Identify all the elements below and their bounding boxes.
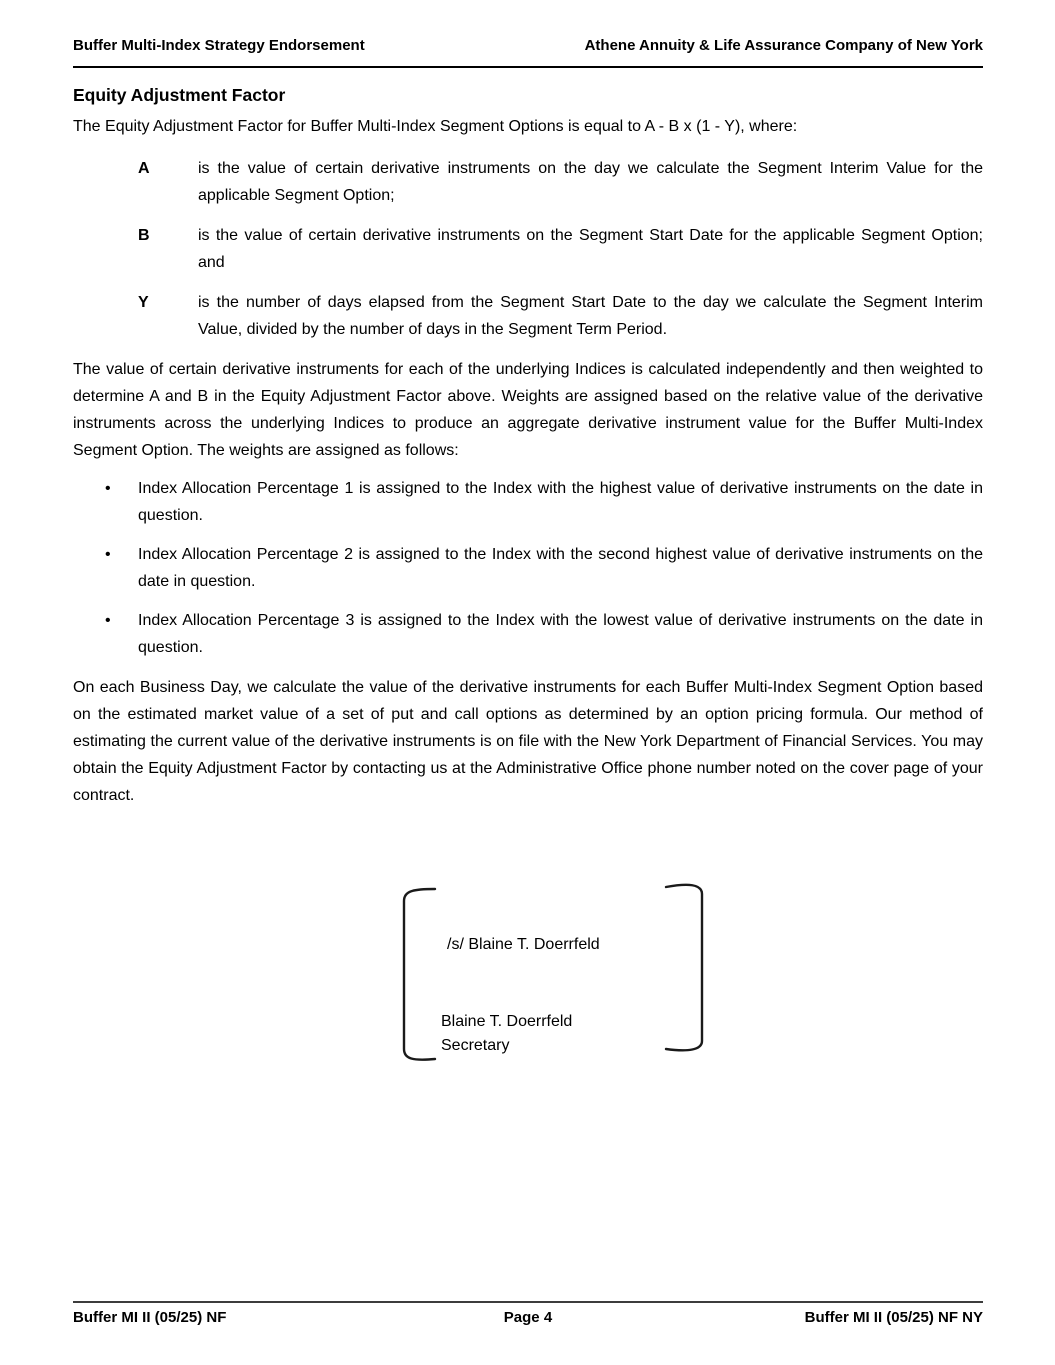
business-day-paragraph: On each Business Day, we calculate the value of the derivative instruments for each Buffer Multi-Index Segment Option based on the estimated market value of a set of put and call options as determined by an option pricing formula. Our method of estimating the current value of the derivative instruments is on file with the New York Department of Financial Services. You may obtain the Equity Adjustment Factor by contacting us at the Administrative Office phone number noted on the cover page of your contract. [73, 679, 983, 804]
footer-form-number-right: Buffer MI II (05/25) NF NY [804, 1309, 983, 1326]
signatory-title: Secretary [441, 1037, 510, 1054]
header-company-name: Athene Annuity & Life Assurance Company of New York [584, 37, 983, 54]
definition-term-y: Y [138, 294, 149, 311]
weights-paragraph: The value of certain derivative instruments for each of the underlying Indices is calculated independently and then weighted to determine A and B in the Equity Adjustment Factor above. Weights are assigned based on the relative value of the derivative instruments across the underlying Indices to produce an aggregate derivative instrument value for the Buffer Multi-Index Segment Option. The weights are assigned as follows: [73, 361, 983, 459]
footer-page-number: Page 4 [503, 1309, 553, 1326]
header-document-title: Buffer Multi-Index Strategy Endorsement [73, 37, 365, 54]
bullet-text-2: Index Allocation Percentage 2 is assigned to the Index with the second highest value of derivative instruments on the date in question. [138, 546, 983, 590]
section-title: Equity Adjustment Factor [73, 85, 286, 105]
page-header [73, 0, 983, 55]
footer-form-number-left: Buffer MI II (05/25) NF [73, 1309, 227, 1326]
definition-text-a: is the value of certain derivative instruments on the day we calculate the Segment Interim Value for the applicable Segment Option; [198, 160, 983, 204]
bullet-icon [105, 541, 138, 595]
definition-text-y: is the number of days elapsed from the Segment Start Date to the day we calculate the Segment Interim Value, divided by the number of days in the Segment Term Period. [198, 294, 983, 338]
bullet-item-3 [73, 607, 983, 661]
definition-term-b: B [138, 227, 150, 244]
bullet-icon [105, 475, 138, 529]
signatory-name: Blaine T. Doerrfeld [441, 1013, 573, 1030]
bullet-item-1 [73, 475, 983, 529]
definition-term-a: A [138, 160, 150, 177]
bullet-item-2 [73, 541, 983, 595]
header-divider [73, 66, 983, 68]
definition-row-b [73, 222, 983, 276]
page-footer [73, 1308, 983, 1327]
intro-paragraph: The Equity Adjustment Factor for Buffer Multi-Index Segment Options is equal to A - B x (1 - Y), where: [73, 118, 798, 135]
definition-row-a [73, 155, 983, 209]
bullet-text-1: Index Allocation Percentage 1 is assigned to the Index with the highest value of derivative instruments on the date in question. [138, 480, 983, 524]
left-bracket-icon [401, 886, 439, 1064]
definition-row-y [73, 289, 983, 343]
bullet-icon [105, 607, 138, 661]
definition-text-b: is the value of certain derivative instruments on the Segment Start Date for the applicable Segment Option; and [198, 227, 983, 271]
footer-divider [73, 1301, 983, 1303]
bullet-text-3: Index Allocation Percentage 3 is assigned to the Index with the lowest value of derivative instruments on the date in question. [138, 612, 983, 656]
signature-line: /s/ Blaine T. Doerrfeld [447, 936, 600, 953]
right-bracket-icon [664, 881, 706, 1055]
